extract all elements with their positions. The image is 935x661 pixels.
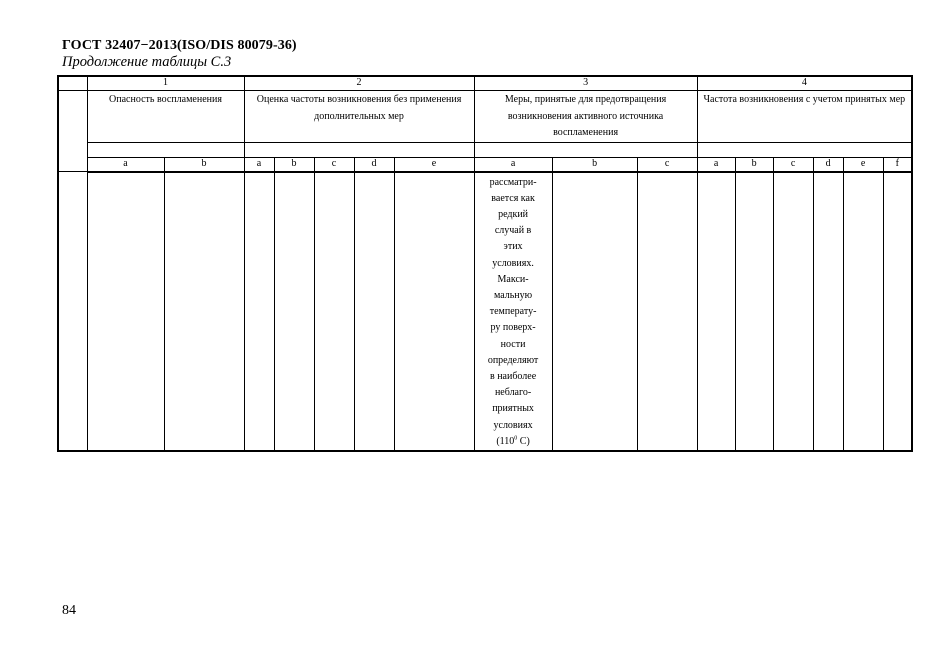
sub-header-3b: b [552,157,637,172]
degree-superscript: 0 [514,435,518,442]
sub-header-4b: b [735,157,773,172]
header-frequency-with-measures-text: Частота возникновения с учетом принятых мер [703,94,906,105]
table-continuation-caption: Продолжение таблицы С.3 [62,54,232,70]
sub-header-4d: d [813,157,843,172]
body-cell [552,172,637,451]
body-cell [883,172,912,451]
row-label-cell [58,76,87,91]
text-line: этих [503,241,523,253]
body-cell [735,172,773,451]
header-preventive-measures [474,91,697,143]
header-ignition-hazard-text: Опасность воспламенения [109,94,222,105]
blank-cell [474,142,697,157]
blank-cell [697,142,912,157]
text-line: случай в [494,225,532,237]
body-cell [773,172,813,451]
sub-header-4c: c [773,157,813,172]
text-line: Макси- [497,273,529,285]
sub-header-2a: a [244,157,274,172]
text-line: мальную [493,289,533,301]
body-cell [637,172,697,451]
header-frequency-without-measures [244,91,474,143]
sub-header-4a: a [697,157,735,172]
sub-header-1b: b [164,157,244,172]
temperature-prefix: (110 [496,435,515,447]
column-number-3: 3 [474,76,697,91]
body-cell [58,172,87,451]
text-line: условиях. [492,257,534,269]
text-line: определяют [487,354,539,366]
page-number: 84 [62,603,76,618]
body-cell [87,172,164,451]
body-cell [274,172,314,451]
column-number-4: 4 [697,76,912,91]
document-code: ГОСТ 32407−2013(ISO/DIS 80079-36) [62,38,297,53]
text-line: в наиболее [489,370,537,382]
sub-header-4e: e [843,157,883,172]
text-line: условиях [493,419,533,431]
text-line: вается как [491,192,535,204]
ignition-hazard-table [57,75,913,452]
text-line: рассматри- [489,176,537,188]
body-cell [813,172,843,451]
body-cell [843,172,883,451]
body-cell [314,172,354,451]
text-line: редкий [498,208,529,220]
sub-header-1a: a [87,157,164,172]
body-cell [164,172,244,451]
sub-header-3c: c [637,157,697,172]
sub-header-2d: d [354,157,394,172]
header-ignition-hazard [87,91,244,143]
blank-cell [244,142,474,157]
blank-header-row [58,142,912,157]
text-line: ности [500,338,526,350]
sub-header-row [58,157,912,172]
sub-header-4f: f [883,157,912,172]
body-cell [394,172,474,451]
body-cell [697,172,735,451]
text-line: температу- [489,306,537,318]
header-preventive-measures-text: Меры, принятые для предотвращения возникновения активного источника воспламенения [504,94,667,138]
row-label-cell [58,91,87,172]
sub-header-2e: e [394,157,474,172]
table-body-row [58,172,912,451]
blank-cell [87,142,244,157]
text-line: приятных [492,403,534,415]
temperature-suffix: С) [517,435,530,447]
body-cell [244,172,274,451]
temperature-line [475,434,552,450]
sub-header-3a: a [474,157,552,172]
header-row [58,91,912,143]
column-number-row [58,76,912,91]
text-line: неблаго- [494,387,532,399]
column-number-1: 1 [87,76,244,91]
header-frequency-without-measures-text: Оценка частоты возникновения без применения дополнительных мер [256,94,462,122]
column-number-2: 2 [244,76,474,91]
body-cell-3a [474,172,552,451]
body-cell [354,172,394,451]
header-frequency-with-measures [697,91,912,143]
measures-text [475,173,552,450]
sub-header-2b: b [274,157,314,172]
text-line: ру поверх- [490,322,536,334]
sub-header-2c: c [314,157,354,172]
